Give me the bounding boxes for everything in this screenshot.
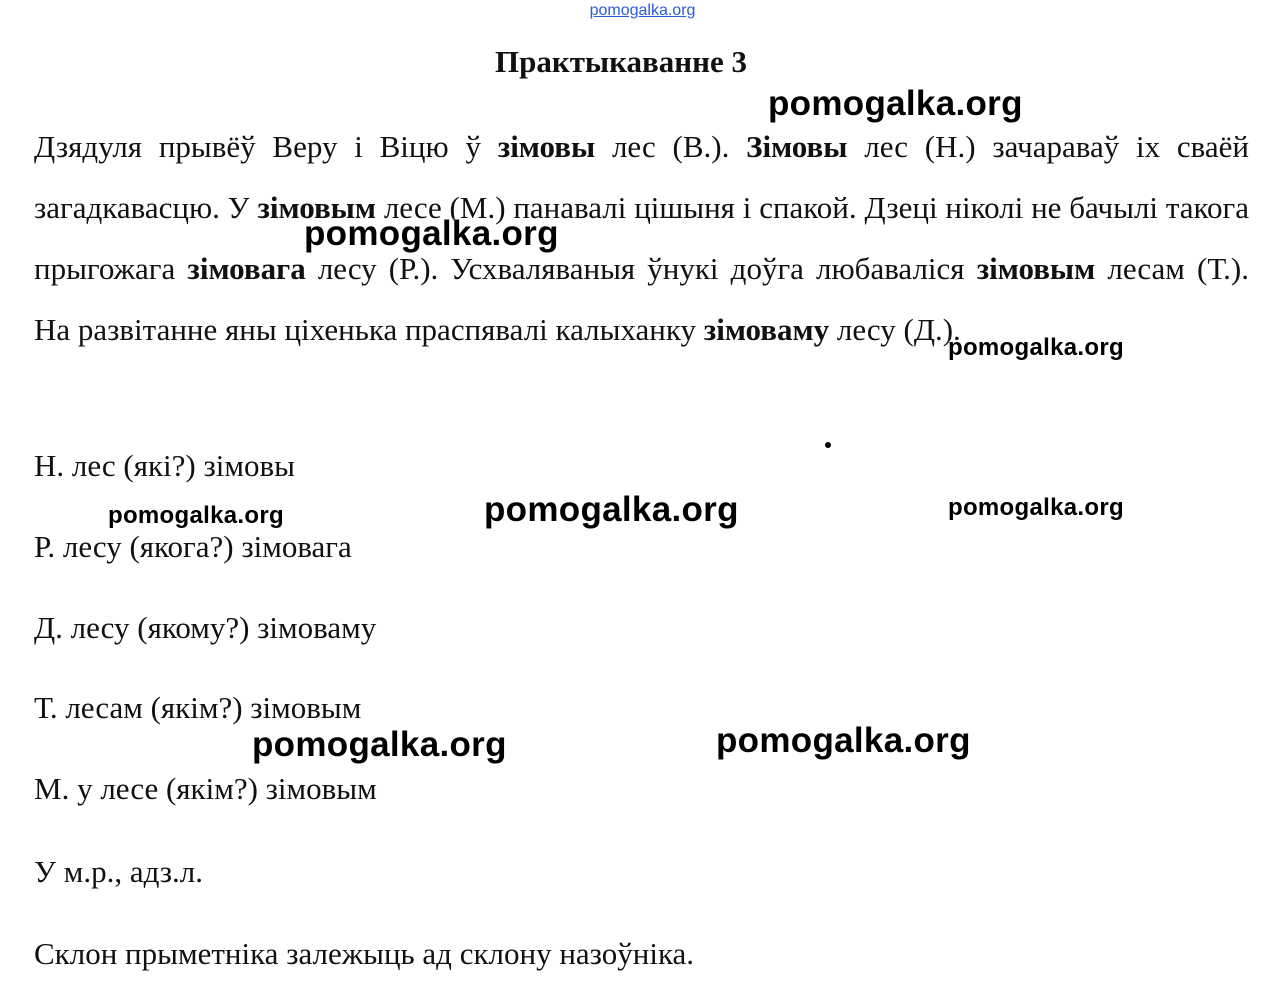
top-site-link[interactable]: pomogalka.org [589,2,696,19]
highlighted-adjective: Зімовы [746,129,848,164]
stray-dot [825,442,831,448]
paragraph-text: лесе (М.) панавалі цішыня і спакой. Дзеці ніколі не бачылі такога прыгожага [34,190,1249,286]
highlighted-adjective: зімовым [257,190,377,225]
case-instrumental: Т. лесам (якім?) зімовым [34,690,362,725]
highlighted-adjective: зімовы [497,129,596,164]
case-dative: Д. лесу (якому?) зімоваму [34,610,377,645]
paragraph-text: лесу (Р.). Усхваляваныя ўнукі доўга любаваліся [305,251,977,286]
paragraph-text: лесу (Д.). [829,312,961,347]
highlighted-adjective: зімоваму [703,312,830,347]
watermark: pomogalka.org [716,721,971,760]
paragraph-text: Дзядуля прывёў Веру і Віцю ў [34,129,498,164]
case-genitive: Р. лесу (якога?) зімовага [34,529,352,564]
watermark: pomogalka.org [484,490,739,529]
paragraph-text: лес (В.). [595,129,747,164]
page-title: Практыкаванне 3 [494,44,747,79]
watermark: pomogalka.org [252,725,507,764]
watermark: pomogalka.org [768,84,1023,123]
watermark: pomogalka.org [108,502,284,529]
paragraph-text: лесам (Т.). На развітанне яны ціхенька праспявалі калыханку [34,251,1250,347]
highlighted-adjective: зімовым [976,251,1096,286]
exercise-paragraph [34,116,1249,360]
case-nominative: Н. лес (які?) зімовы [34,448,295,483]
highlighted-adjective: зімовага [187,251,306,286]
gender-number-note: У м.р., адз.л. [34,854,203,889]
watermark: pomogalka.org [948,494,1124,521]
case-locative: М. у лесе (якім?) зімовым [34,771,377,806]
paragraph-text: лес (Н.) зачараваў іх сваёй загадкавасцю. У [34,129,1249,225]
watermark: pomogalka.org [304,214,559,253]
conclusion: Склон прыметніка залежыць ад склону назоўніка. [34,936,695,971]
watermark: pomogalka.org [948,334,1124,361]
